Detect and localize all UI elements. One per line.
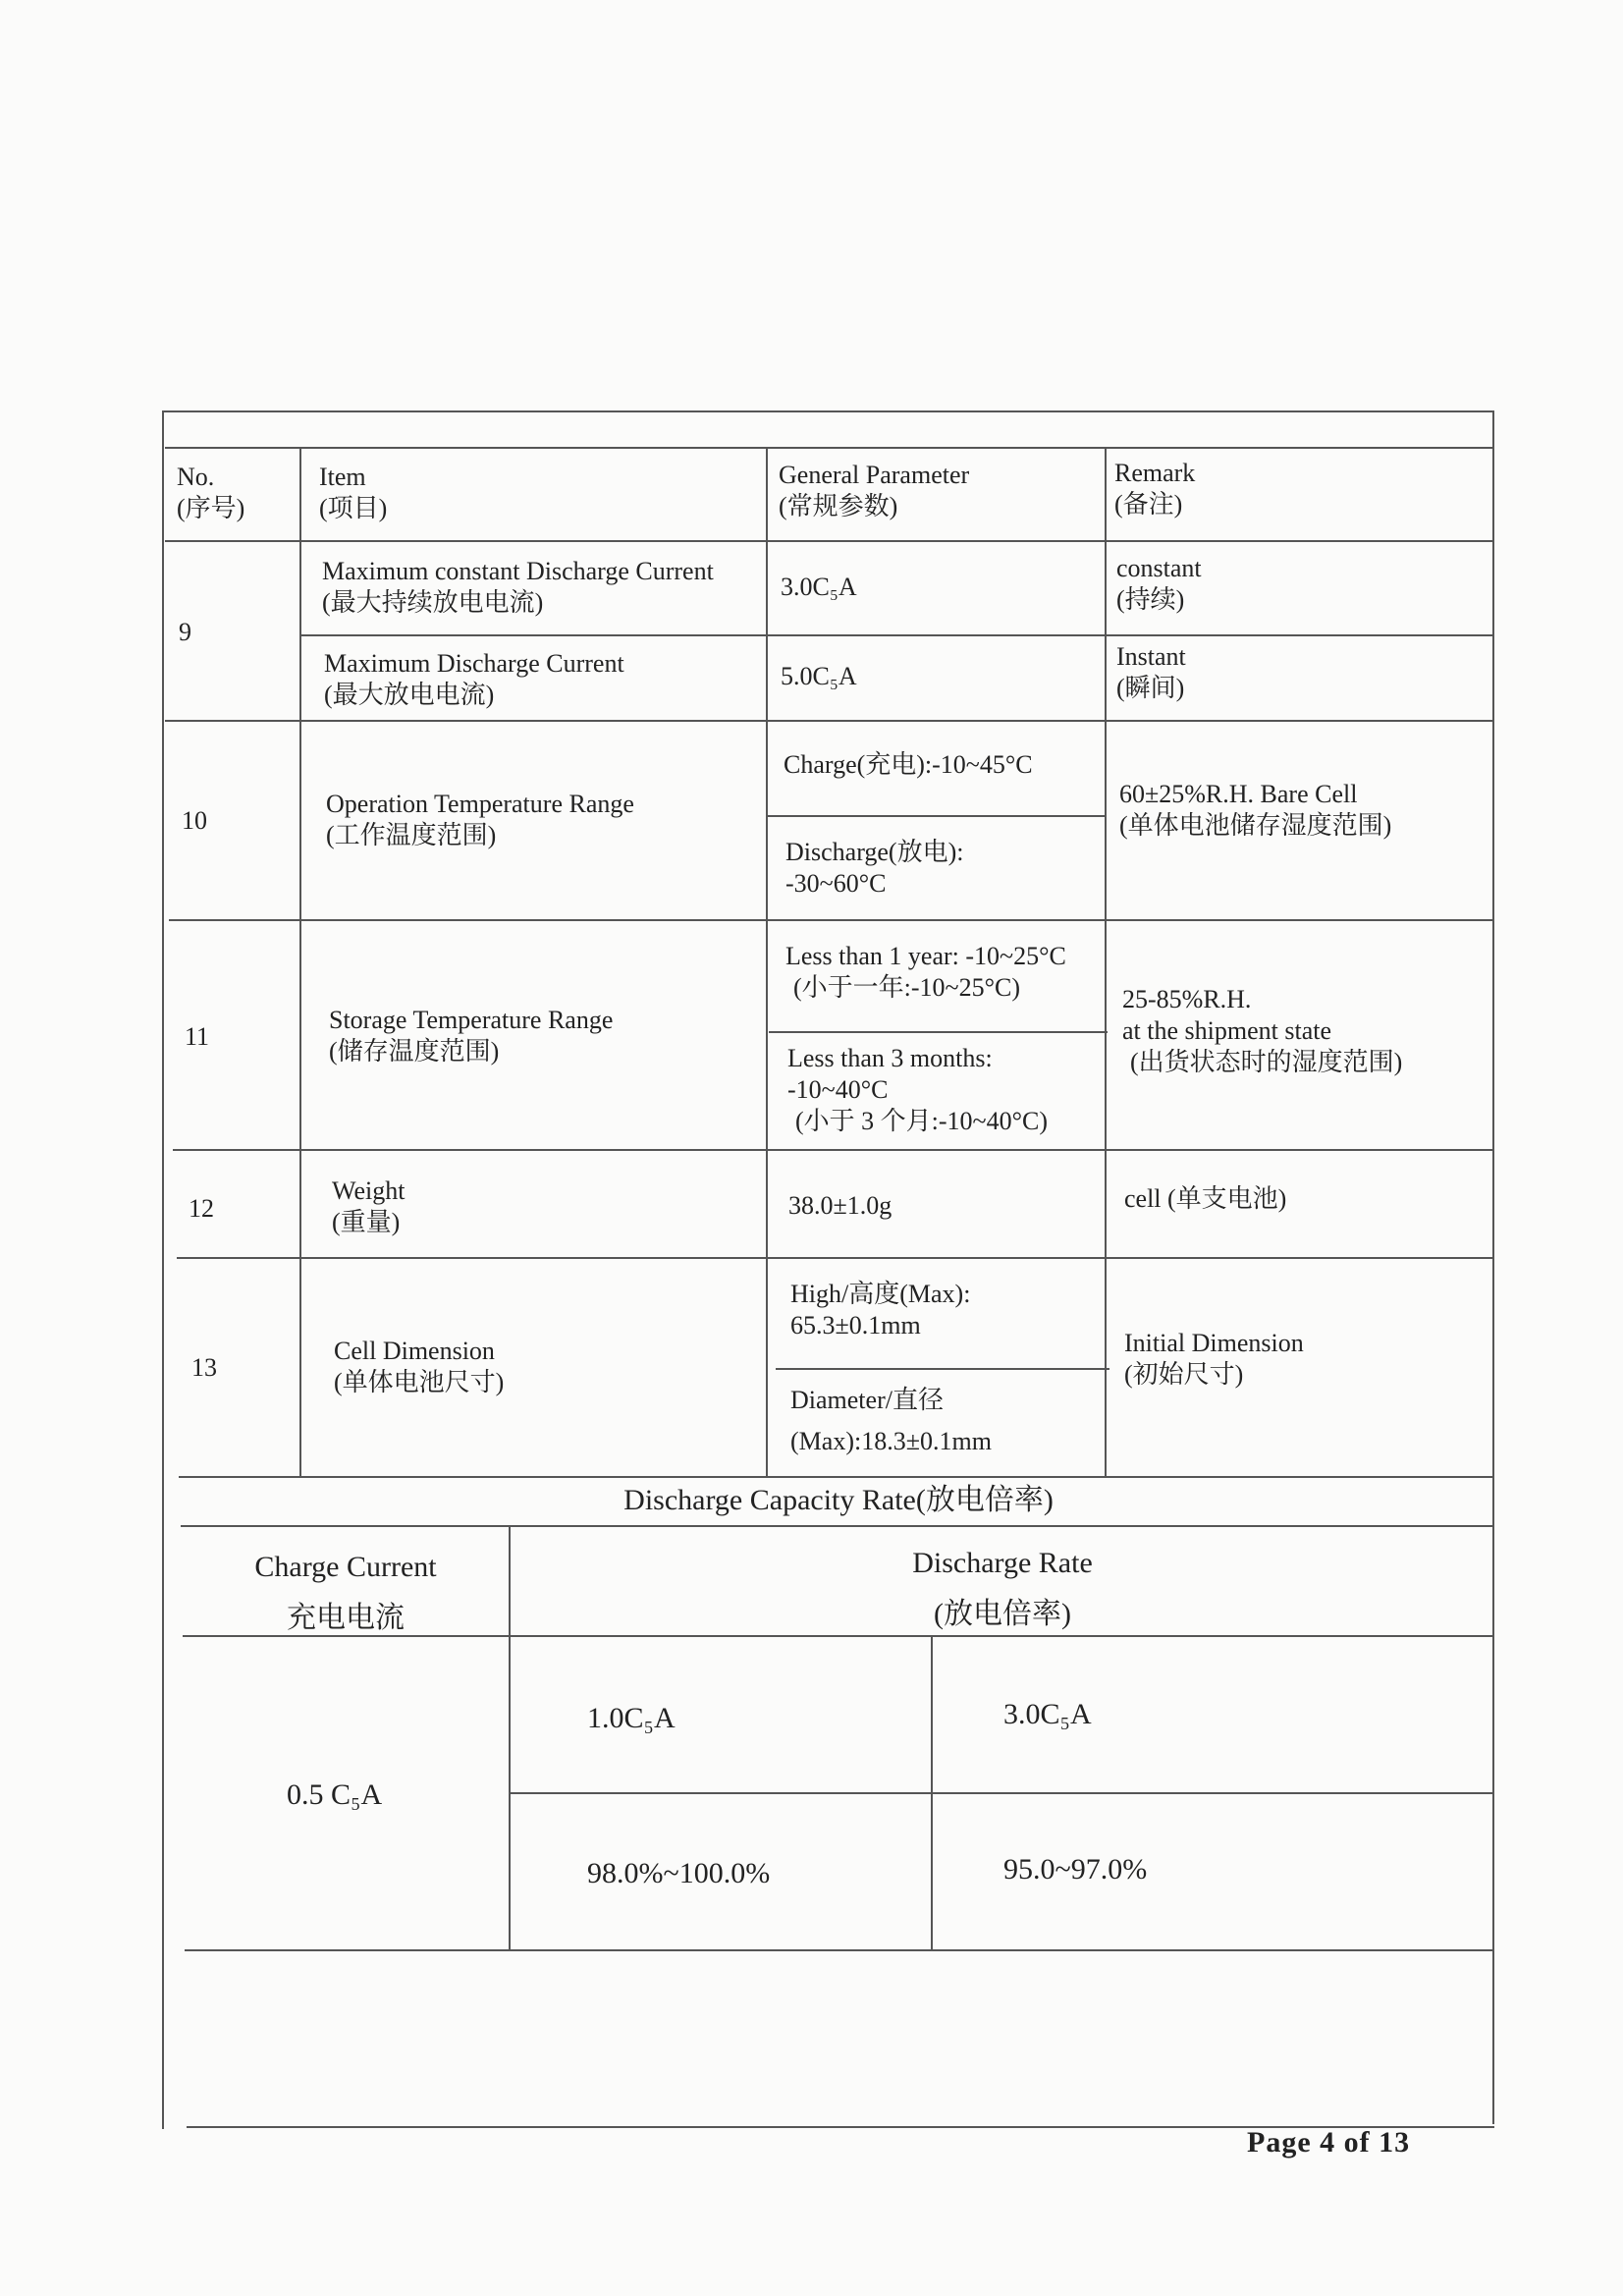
row-remark bbox=[1124, 1328, 1304, 1391]
remark-label: Initial Dimension bbox=[1124, 1329, 1304, 1357]
header-no-label-cn: (序号) bbox=[177, 494, 245, 522]
column-divider bbox=[299, 447, 301, 1476]
row-param: 3.0C₅A bbox=[781, 573, 857, 601]
item-label: Maximum Discharge Current bbox=[324, 649, 624, 678]
header-remark bbox=[1114, 458, 1195, 520]
column-divider bbox=[1105, 447, 1107, 1476]
header-remark-label-cn: (备注) bbox=[1114, 490, 1183, 519]
param-line: -30~60°C bbox=[785, 869, 887, 898]
header-item bbox=[319, 462, 387, 524]
table-border-left bbox=[162, 410, 164, 2129]
row-remark: cell (单支电池) bbox=[1124, 1184, 1287, 1213]
param-line: -10~40°C bbox=[787, 1075, 889, 1104]
remark-label-cn: (单体电池储存湿度范围) bbox=[1119, 811, 1392, 840]
remark-label-cn: (瞬间) bbox=[1116, 674, 1185, 702]
header-param bbox=[779, 460, 969, 522]
column-divider bbox=[766, 447, 768, 1476]
table-border-top bbox=[162, 410, 1492, 412]
row-param bbox=[790, 1279, 970, 1341]
discharge-rate-label-cn: (放电倍率) bbox=[934, 1598, 1071, 1630]
remark-label-cn: (出货状态时的湿度范围) bbox=[1130, 1048, 1403, 1076]
item-label: Maximum constant Discharge Current bbox=[322, 557, 714, 585]
item-label-cn: (储存温度范围) bbox=[329, 1037, 500, 1066]
row-divider bbox=[165, 540, 1492, 542]
row-item bbox=[332, 1175, 405, 1238]
header-no bbox=[177, 462, 244, 524]
row-item bbox=[334, 1336, 504, 1398]
row-divider bbox=[185, 1949, 1494, 1951]
discharge-percentage: 98.0%~100.0% bbox=[587, 1857, 771, 1889]
row-item bbox=[322, 556, 714, 619]
row-remark bbox=[1119, 779, 1391, 842]
row-remark bbox=[1116, 641, 1186, 704]
row-param: Charge(充电):-10~45°C bbox=[784, 750, 1033, 779]
row-divider bbox=[299, 634, 1492, 636]
header-param-label-cn: (常规参数) bbox=[779, 492, 898, 520]
discharge-rate-label: Discharge Rate bbox=[912, 1547, 1093, 1579]
param-line: (Max):18.3±0.1mm bbox=[790, 1427, 992, 1455]
charge-current-label-cn: 充电电流 bbox=[287, 1602, 405, 1634]
discharge-rate-header bbox=[511, 1538, 1494, 1640]
remark-label: Instant bbox=[1116, 642, 1186, 671]
item-label: Weight bbox=[332, 1176, 406, 1205]
discharge-rate-value: 1.0C₅A bbox=[587, 1702, 676, 1734]
row-param bbox=[787, 1043, 1048, 1137]
discharge-table-title: Discharge Capacity Rate(放电倍率) bbox=[623, 1484, 1054, 1516]
row-divider bbox=[769, 1031, 1108, 1033]
row-no: 13 bbox=[191, 1353, 217, 1382]
param-line: (小于一年:-10~25°C) bbox=[793, 973, 1021, 1002]
row-divider bbox=[165, 720, 1492, 722]
row-no: 9 bbox=[179, 618, 191, 646]
row-divider bbox=[173, 1149, 1494, 1151]
table-border-top-inner bbox=[165, 447, 1492, 449]
row-divider bbox=[169, 919, 1494, 921]
table-border-right bbox=[1492, 410, 1494, 2124]
item-label-cn: (最大持续放电电流) bbox=[322, 588, 544, 617]
param-line: 65.3±0.1mm bbox=[790, 1311, 921, 1339]
row-item bbox=[329, 1005, 613, 1067]
param-line: Less than 3 months: bbox=[787, 1044, 993, 1072]
row-param bbox=[790, 1380, 992, 1462]
row-divider bbox=[177, 1257, 1494, 1259]
item-label-cn: (工作温度范围) bbox=[326, 821, 497, 849]
remark-label-cn: (持续) bbox=[1116, 585, 1185, 614]
row-param bbox=[785, 941, 1066, 1004]
row-divider bbox=[179, 1476, 1494, 1478]
param-line: High/高度(Max): bbox=[790, 1280, 971, 1308]
charge-current-header bbox=[183, 1542, 509, 1644]
row-divider bbox=[766, 815, 1105, 817]
row-divider bbox=[511, 1792, 1494, 1794]
charge-current-value: 0.5 C₅A bbox=[287, 1778, 383, 1811]
param-line: Less than 1 year: -10~25°C bbox=[785, 942, 1066, 970]
row-param bbox=[785, 837, 963, 900]
header-param-label: General Parameter bbox=[779, 461, 970, 489]
item-label: Operation Temperature Range bbox=[326, 790, 634, 818]
row-param: 5.0C₅A bbox=[781, 662, 857, 690]
row-no: 11 bbox=[185, 1022, 210, 1051]
remark-label-cn: (初始尺寸) bbox=[1124, 1360, 1244, 1389]
row-divider bbox=[181, 1525, 1494, 1527]
row-no: 10 bbox=[182, 806, 207, 835]
param-line: (小于 3 个月:-10~40°C) bbox=[795, 1107, 1049, 1135]
row-item bbox=[324, 648, 624, 711]
remark-label: at the shipment state bbox=[1122, 1016, 1332, 1045]
item-label: Storage Temperature Range bbox=[329, 1006, 614, 1034]
param-line: Diameter/直径 bbox=[790, 1386, 944, 1414]
row-param: 38.0±1.0g bbox=[788, 1191, 893, 1220]
header-item-label: Item bbox=[319, 463, 366, 491]
remark-label: 25-85%R.H. bbox=[1122, 985, 1252, 1013]
row-remark bbox=[1122, 984, 1402, 1078]
remark-label: constant bbox=[1116, 554, 1202, 582]
param-line: Discharge(放电): bbox=[785, 838, 964, 866]
row-item bbox=[326, 789, 634, 851]
discharge-percentage: 95.0~97.0% bbox=[1003, 1853, 1148, 1886]
item-label-cn: (单体电池尺寸) bbox=[334, 1368, 505, 1396]
item-label-cn: (重量) bbox=[332, 1208, 401, 1236]
item-label: Cell Dimension bbox=[334, 1337, 495, 1365]
row-divider bbox=[776, 1368, 1109, 1370]
page-number: Page 4 of 13 bbox=[1247, 2126, 1411, 2159]
row-no: 12 bbox=[189, 1194, 214, 1223]
column-divider bbox=[931, 1635, 933, 1949]
row-remark bbox=[1116, 553, 1202, 616]
remark-label: 60±25%R.H. Bare Cell bbox=[1119, 780, 1358, 808]
item-label-cn: (最大放电电流) bbox=[324, 681, 495, 709]
header-no-label: No. bbox=[177, 463, 215, 491]
header-item-label-cn: (项目) bbox=[319, 494, 388, 522]
charge-current-label: Charge Current bbox=[254, 1551, 437, 1583]
discharge-rate-value: 3.0C₅A bbox=[1003, 1698, 1092, 1730]
header-remark-label: Remark bbox=[1114, 459, 1196, 487]
